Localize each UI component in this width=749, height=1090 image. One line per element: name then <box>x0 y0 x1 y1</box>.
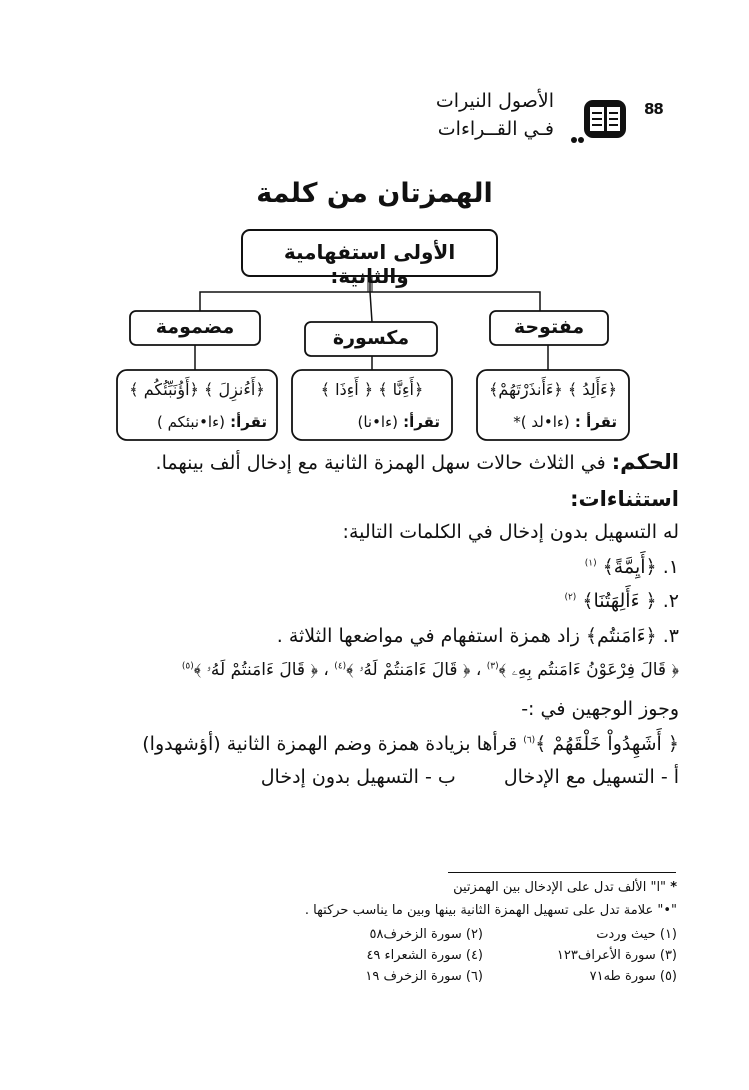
ruling-line <box>59 450 679 474</box>
item-text: ﴿ ءَأَلِهَتُنَا﴾ <box>582 590 657 612</box>
footnote-ref: (٣) <box>486 661 499 672</box>
footnote-ref: (٦) <box>523 735 536 746</box>
reading-label: تقرأ : <box>574 413 617 431</box>
page-title: الهمزتان من كلمة <box>256 178 493 209</box>
footnote-ref: (٥) <box>181 661 194 672</box>
two-ways-line: وجوز الوجهين في :- <box>521 698 679 720</box>
exception-item-3 <box>59 625 679 647</box>
reading-value: (ءا•نا) <box>357 413 398 431</box>
separator: ، <box>323 660 329 680</box>
options-line <box>59 766 679 788</box>
exceptions-intro: له التسهيل بدون إدخال في الكلمات التالية: <box>342 521 679 543</box>
ashhadu-text: قرأها بزيادة همزة وضم الهمزة الثانية (أؤشهدوا) <box>142 733 518 755</box>
footnote-ref-6: (٦) سورة الزخرف ١٩ <box>365 969 483 984</box>
reading-value: (ءا•لد )* <box>513 413 570 431</box>
verse-3: ﴿ قَالَ ءَامَنتُمْ لَهُۥ ﴾ <box>193 660 318 680</box>
item-text: ﴿ءَامَنتُم﴾ زاد همزة استفهام في مواضعها الثلاثة . <box>276 625 657 647</box>
item-number: ٣. <box>662 625 679 647</box>
series-title-line1: الأصول النيرات <box>435 90 554 112</box>
ruling-text: في الثلاث حالات سهل الهمزة الثانية مع إدخال ألف بينهما. <box>155 452 606 474</box>
reading-value: (ءا•نبئكم ) <box>156 413 225 431</box>
reading-damma <box>117 412 267 431</box>
footnote-1 <box>277 880 677 895</box>
ashhadu-line <box>59 733 679 755</box>
footnote-ref: (١) <box>584 558 597 569</box>
exception-item-2 <box>59 590 679 612</box>
verse-1: ﴿ قَالَ فِرْعَوْنُ ءَامَنتُم بِهِۦ ﴾ <box>498 660 679 680</box>
item-number: ٢. <box>662 590 679 612</box>
reading-fatha <box>477 412 617 431</box>
reading-label: تقرأ: <box>403 413 440 431</box>
exception-item-1 <box>59 556 679 578</box>
examples-kasra: ﴿أَءِنَّا ﴾ ﴿ أَءِذَا ﴾ <box>320 380 424 399</box>
separator: ، <box>475 660 482 680</box>
option-a: أ - التسهيل مع الإدخال <box>503 766 679 788</box>
reading-label: تقرأ: <box>230 413 267 431</box>
option-b: ب - التسهيل بدون إدخال <box>260 766 456 788</box>
footnote-ref-3: (٣) سورة الأعراف١٢٣ <box>556 948 677 963</box>
page-number: 88 <box>644 100 663 118</box>
verse-2: ﴿ قَالَ ءَامَنتُمْ لَهُۥ ﴾ <box>346 660 471 680</box>
footnote-ref-5: (٥) سورة طه٧١ <box>589 969 677 984</box>
item-number: ١. <box>662 556 679 578</box>
root-label: الأولى استفهامية والثانية: <box>283 240 456 288</box>
footnote-1-text: "ا" الألف تدل على الإدخال بين الهمزتين <box>453 880 667 895</box>
ruling-label: الحكم: <box>611 450 679 474</box>
verse: ﴿ أَشَهِدُواْ خَلْقَهُمْ ﴾ <box>535 733 679 755</box>
footnote-ref-4: (٤) سورة الشعراء ٤٩ <box>366 948 483 963</box>
footnote-ref-1: (١) حيث وردت <box>596 927 677 942</box>
exceptions-heading: استثناءات: <box>570 487 679 511</box>
item-text: ﴿أَيِمَّةً﴾ <box>602 556 657 578</box>
branch-label-damma: مضمومة <box>155 316 235 338</box>
footnote-star: * <box>670 880 677 895</box>
examples-fatha: ﴿ءَأَلِدُ ﴾ ﴿ءَأَنذَرْتَهُمْ﴾ <box>489 380 617 399</box>
examples-damma: ﴿أَءُنزِلَ ﴾ ﴿أَؤُنَبِّئُكُم ﴾ <box>129 380 265 399</box>
footnote-ref-2: (٢) سورة الزخرف٥٨ <box>369 927 483 942</box>
reading-kasra <box>292 412 440 431</box>
series-title-line2: فـي القــراءات <box>437 118 554 140</box>
footnote-2: "•" علامة تدل على تسهيل الهمزة الثانية بينها وبين ما يناسب حركتها . <box>304 903 677 918</box>
branch-label-fatha: مفتوحة <box>513 316 585 338</box>
branch-label-kasra: مكسورة <box>332 327 410 349</box>
verses-line <box>59 660 679 680</box>
footnote-ref: (٢) <box>564 592 577 603</box>
footnote-ref: (٤) <box>334 661 347 672</box>
footnote-divider <box>448 872 676 873</box>
